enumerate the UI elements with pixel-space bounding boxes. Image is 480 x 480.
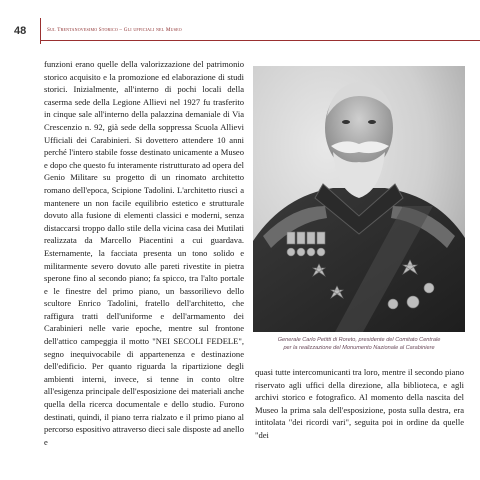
body-text-right-column: quasi tutte intercomunicanti tra loro, mentre il secondo piano riservato agli uffici della direzione, alla biblioteca, e agli archivi storico e fotografico. Al momento della nascita del Museo la prima sala dell'esposizione, posta sulla destra, era intitolata "dei ricordi vari", seguita poi in ordine da quelle "dei [255,367,464,440]
page-number: 48 [14,25,27,37]
running-head: Sul Trentanovesimo Storico – Gli ufficiali nel Museo [47,27,182,33]
portrait-photo [253,66,465,332]
header-rule [40,40,480,41]
photo-caption [250,337,468,352]
caption-line-1: Generale Carlo Petitti di Roreto, presidente del Comitato Centrale [277,337,441,343]
body-text-left-column: funzioni erano quelle della valorizzazione del patrimonio storico acquisito e la promozione ed elaborazione di studi storici. Inizialmente, all'interno di pochi locali della caserma sede della Legione Allievi nel 1927 fu trasferito in cinque sale all'interno della palazzina demaniale di Via Crescenzio n. 92, già sede della soppressa Scuola Allievi Ufficiali dei Carabinieri. Si dovettero attendere 10 anni perché l'intero stabile fosse destinato unicamente a Museo e dopo che questo fu interamente ristrutturato ad opera del Genio Militare su progetto di un rinomato architetto romano dell'epoca, Scipione Tadolini. L'architetto riuscì a mantenere un non facile equilibrio estetico e strutturale dovuto alla fusione di elementi classici e moderni, senza distaccarsi troppo dallo stile della vicina casa dei Mutilati realizzata da Marcello Piacentini a cui guardava. Esternamente, la facciata presenta un tono solido e militarmente severo dovuto alle pareti rivestite in pietra sperone fino al secondo piano; fa spicco, tra l'alto portale e le finestre del primo piano, un bassorilievo dello scultore Enrico Tadolini, fratello dell'architetto, che raffigura tratti dell'uniforme e dell'armamento dei Carabinieri nelle varie epoche, mentre sul frontone dell'attico campeggia il motto "NEI SECOLI FEDELE", segno inequivocabile di appartenenza e destinazione dell'edificio. Per quanto riguarda la ripartizione degli ambienti interni, invece, si tenne in conto oltre all'esigenza principale dell'esposizione dei materiali anche quella della ricerca documentale e dello studio. Furono destinati, quindi, il piano terra rialzato e il primo piano al percorso espositivo attraverso dieci sale disposte ad anello e [44,59,244,447]
caption-line-2: per la realizzazione del Monumento Nazionale al Carabiniere [283,344,435,351]
